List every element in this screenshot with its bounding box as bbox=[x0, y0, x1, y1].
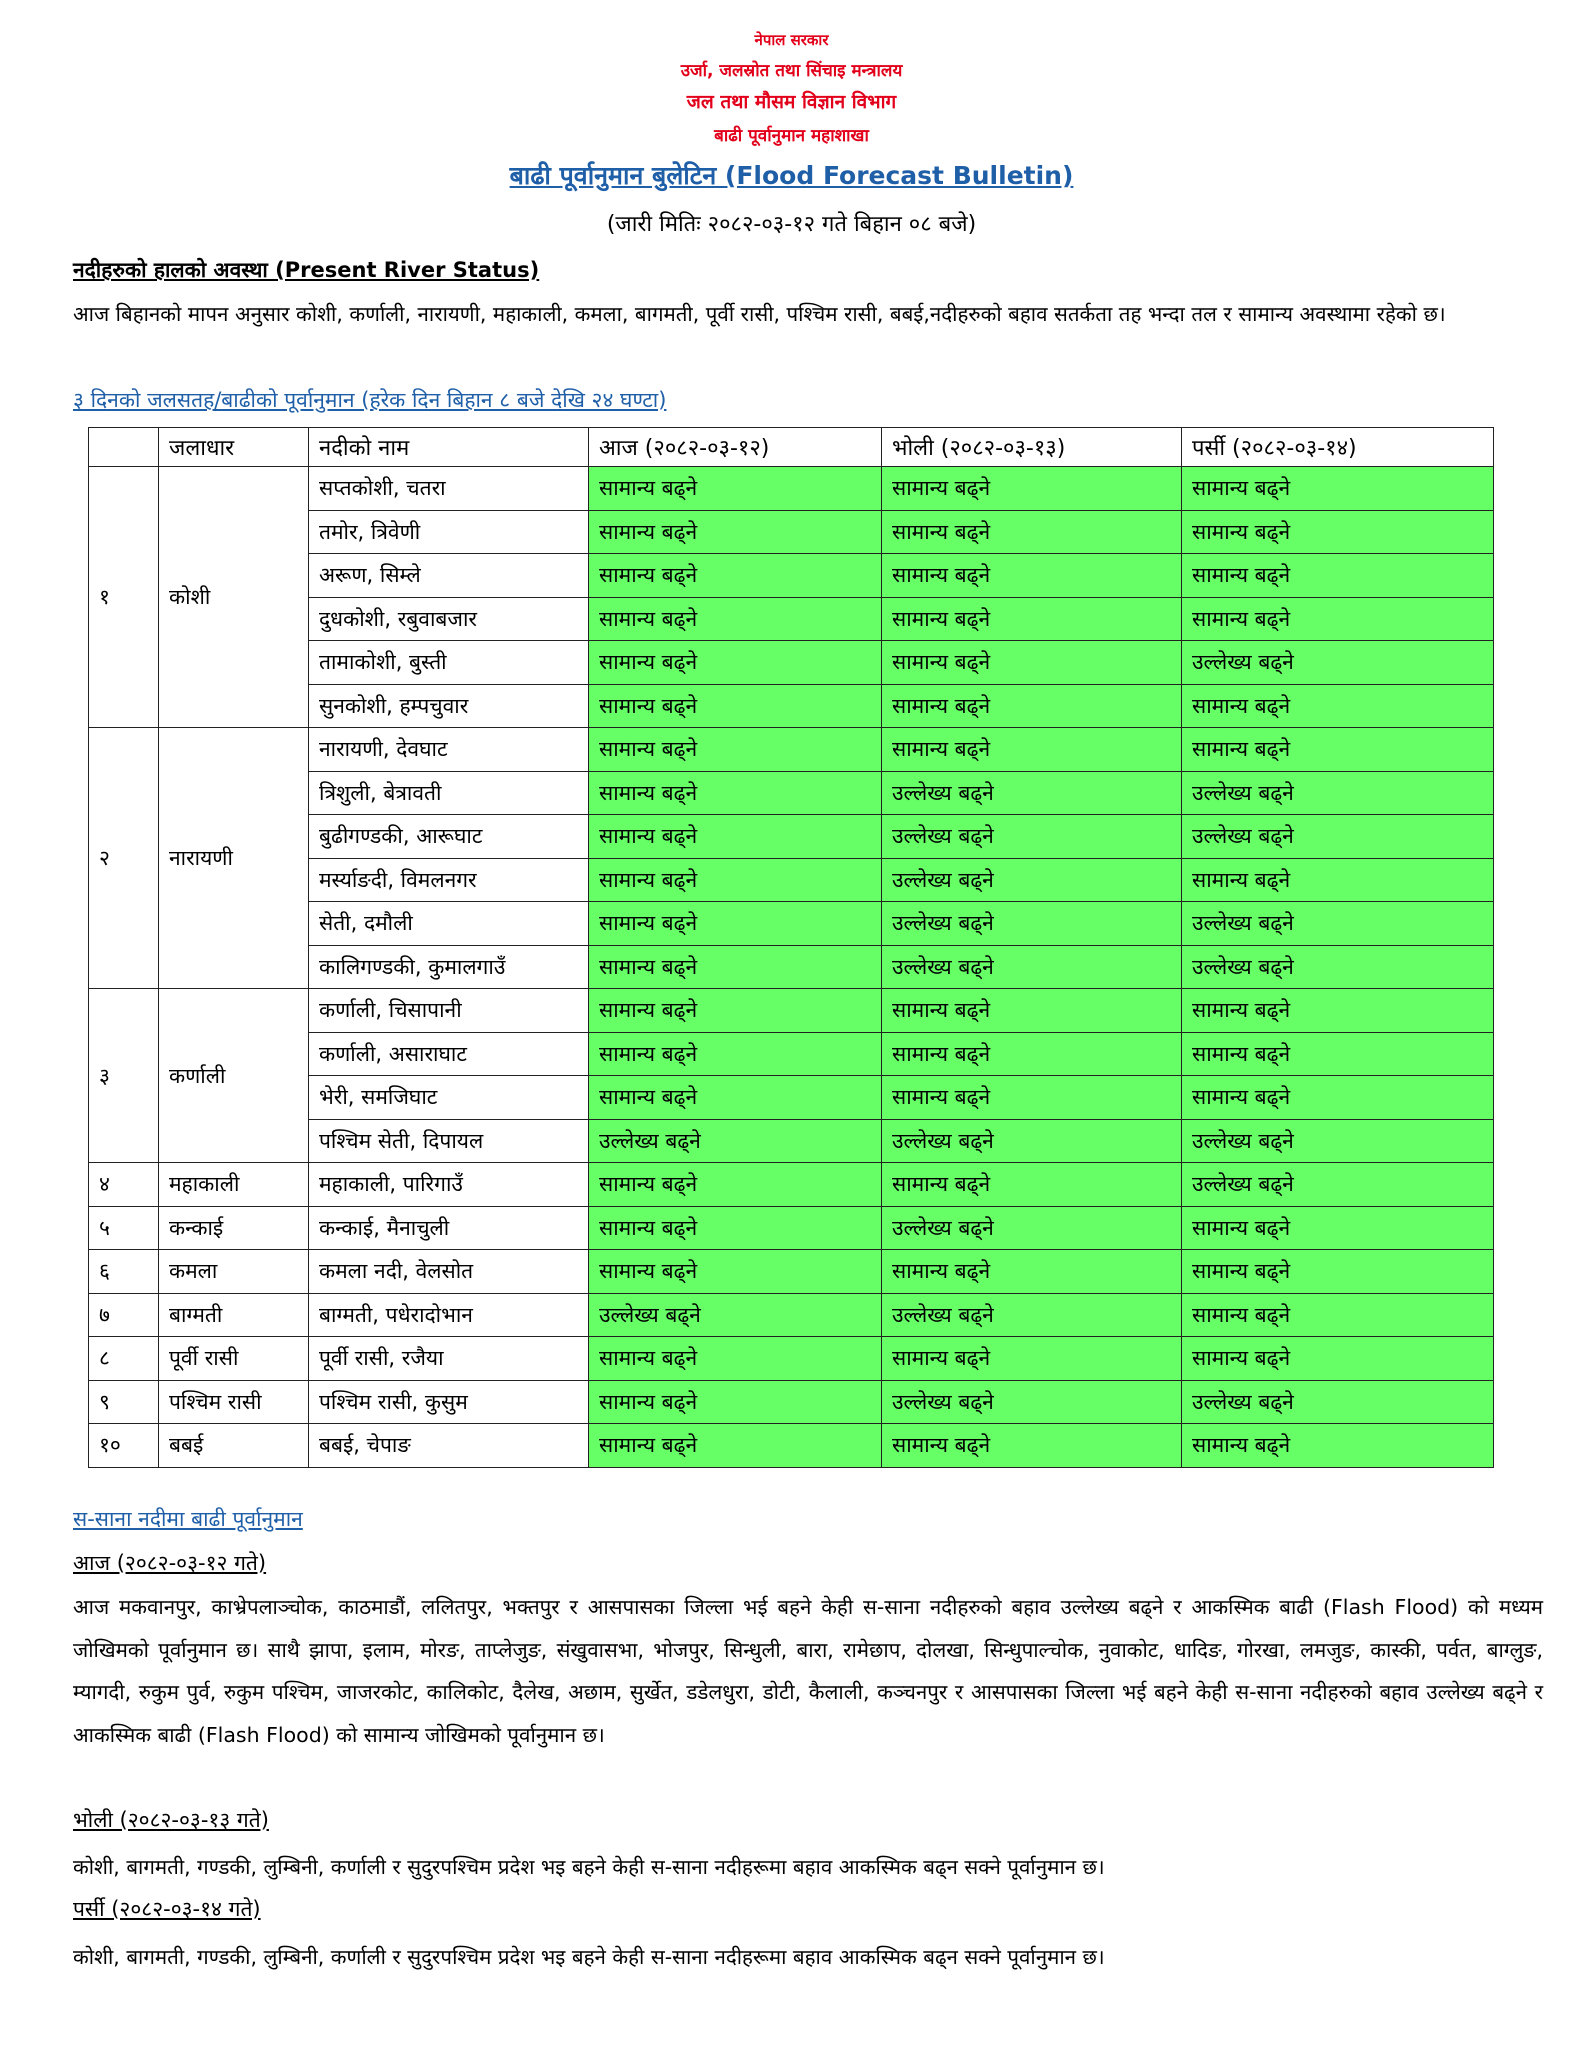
col-header-today: आज (२०८२-०३-१२) bbox=[589, 428, 882, 467]
forecast-today: उल्लेख्य बढ्ने bbox=[589, 1119, 882, 1163]
forecast-dayafter: उल्लेख्य बढ्ने bbox=[1182, 641, 1494, 685]
table-row bbox=[89, 728, 1494, 772]
forecast-tomorrow: सामान्य बढ्ने bbox=[882, 989, 1182, 1033]
river-name: कन्काई, मैनाचुली bbox=[309, 1206, 589, 1250]
forecast-dayafter: सामान्य बढ्ने bbox=[1182, 1250, 1494, 1294]
forecast-table bbox=[88, 427, 1494, 1468]
basin-number: ५ bbox=[89, 1206, 159, 1250]
forecast-today: सामान्य बढ्ने bbox=[589, 815, 882, 859]
river-name: बबई, चेपाङ bbox=[309, 1424, 589, 1468]
table-row bbox=[89, 1293, 1494, 1337]
forecast-tomorrow: उल्लेख्य बढ्ने bbox=[882, 1293, 1182, 1337]
forecast-dayafter: उल्लेख्य बढ्ने bbox=[1182, 1119, 1494, 1163]
forecast-today: सामान्य बढ्ने bbox=[589, 945, 882, 989]
river-name: सप्तकोशी, चतरा bbox=[309, 467, 589, 511]
forecast-tomorrow: सामान्य बढ्ने bbox=[882, 1163, 1182, 1207]
forecast-tomorrow: सामान्य बढ्ने bbox=[882, 641, 1182, 685]
river-name: कर्णाली, चिसापानी bbox=[309, 989, 589, 1033]
forecast-dayafter: सामान्य बढ्ने bbox=[1182, 554, 1494, 598]
forecast-today: सामान्य बढ्ने bbox=[589, 1380, 882, 1424]
river-name: बाग्मती, पधेरादोभान bbox=[309, 1293, 589, 1337]
forecast-today: सामान्य बढ्ने bbox=[589, 510, 882, 554]
forecast-today: सामान्य बढ्ने bbox=[589, 1076, 882, 1120]
dayafter-text: कोशी, बागमती, गण्डकी, लुम्बिनी, कर्णाली र सुदुरपश्चिम प्रदेश भइ बहने केही स-साना नदीहरूमा बहाव आकस्मिक बढ्न सक्ने पूर्वानुमान छ। bbox=[73, 1945, 1105, 1969]
forecast-tomorrow: सामान्य बढ्ने bbox=[882, 510, 1182, 554]
forecast-today: सामान्य बढ्ने bbox=[589, 989, 882, 1033]
forecast-heading: ३ दिनको जलसतह/बाढीको पूर्वानुमान (हरेक दिन बिहान ८ बजे देखि २४ घण्टा) bbox=[73, 388, 667, 412]
forecast-tomorrow: उल्लेख्य बढ्ने bbox=[882, 902, 1182, 946]
basin-name: पश्चिम रासी bbox=[159, 1380, 309, 1424]
forecast-tomorrow: सामान्य बढ्ने bbox=[882, 728, 1182, 772]
river-name: बुढीगण्डकी, आरूघाट bbox=[309, 815, 589, 859]
river-name: कर्णाली, असाराघाट bbox=[309, 1032, 589, 1076]
forecast-tomorrow: सामान्य बढ्ने bbox=[882, 1250, 1182, 1294]
basin-name: पूर्वी रासी bbox=[159, 1337, 309, 1381]
forecast-tomorrow: सामान्य बढ्ने bbox=[882, 1424, 1182, 1468]
river-name: सेती, दमौली bbox=[309, 902, 589, 946]
basin-name: बबई bbox=[159, 1424, 309, 1468]
bulletin-title: बाढी पूर्वानुमान बुलेटिन (Flood Forecast Bulletin) bbox=[509, 161, 1074, 190]
river-name: महाकाली, पारिगाउँ bbox=[309, 1163, 589, 1207]
table-row bbox=[89, 1424, 1494, 1468]
forecast-today: सामान्य बढ्ने bbox=[589, 858, 882, 902]
forecast-tomorrow: सामान्य बढ्ने bbox=[882, 597, 1182, 641]
basin-name: कमला bbox=[159, 1250, 309, 1294]
forecast-tomorrow: उल्लेख्य बढ्ने bbox=[882, 945, 1182, 989]
basin-name: बाग्मती bbox=[159, 1293, 309, 1337]
table-row bbox=[89, 1163, 1494, 1207]
basin-number: ७ bbox=[89, 1293, 159, 1337]
table-header-row bbox=[89, 428, 1494, 467]
forecast-today: सामान्य बढ्ने bbox=[589, 684, 882, 728]
dayafter-heading: पर्सी (२०८२-०३-१४ गते) bbox=[73, 1897, 261, 1921]
river-name: त्रिशुली, बेत्रावती bbox=[309, 771, 589, 815]
river-name: दुधकोशी, रबुवाबजार bbox=[309, 597, 589, 641]
river-name: कमला नदी, वेलसोत bbox=[309, 1250, 589, 1294]
forecast-dayafter: सामान्य बढ्ने bbox=[1182, 1206, 1494, 1250]
basin-name: महाकाली bbox=[159, 1163, 309, 1207]
forecast-tomorrow: सामान्य बढ्ने bbox=[882, 467, 1182, 511]
forecast-dayafter: सामान्य बढ्ने bbox=[1182, 1424, 1494, 1468]
col-header-dayafter: पर्सी (२०८२-०३-१४) bbox=[1182, 428, 1494, 467]
forecast-today: सामान्य बढ्ने bbox=[589, 597, 882, 641]
forecast-dayafter: सामान्य बढ्ने bbox=[1182, 1076, 1494, 1120]
forecast-dayafter: उल्लेख्य बढ्ने bbox=[1182, 771, 1494, 815]
forecast-tomorrow: सामान्य बढ्ने bbox=[882, 1032, 1182, 1076]
tomorrow-text: कोशी, बागमती, गण्डकी, लुम्बिनी, कर्णाली र सुदुरपश्चिम प्रदेश भइ बहने केही स-साना नदीहरूमा बहाव आकस्मिक बढ्न सक्ने पूर्वानुमान छ। bbox=[73, 1855, 1105, 1879]
forecast-tomorrow: उल्लेख्य बढ्ने bbox=[882, 1380, 1182, 1424]
issue-date: (जारी मितिः २०८२-०३-१२ गते बिहान ०८ बजे) bbox=[606, 212, 977, 237]
forecast-dayafter: सामान्य बढ्ने bbox=[1182, 989, 1494, 1033]
tomorrow-heading: भोली (२०८२-०३-१३ गते) bbox=[73, 1808, 269, 1832]
col-header-basin: जलाधार bbox=[159, 428, 309, 467]
basin-number: ९ bbox=[89, 1380, 159, 1424]
forecast-today: सामान्य बढ्ने bbox=[589, 1424, 882, 1468]
basin-name: कोशी bbox=[159, 467, 309, 728]
basin-number: ३ bbox=[89, 989, 159, 1163]
table-row bbox=[89, 989, 1494, 1033]
forecast-tomorrow: उल्लेख्य बढ्ने bbox=[882, 815, 1182, 859]
forecast-today: उल्लेख्य बढ्ने bbox=[589, 1293, 882, 1337]
forecast-dayafter: सामान्य बढ्ने bbox=[1182, 467, 1494, 511]
forecast-today: सामान्य बढ्ने bbox=[589, 771, 882, 815]
forecast-tomorrow: उल्लेख्य बढ्ने bbox=[882, 1119, 1182, 1163]
col-header-river: नदीको नाम bbox=[309, 428, 589, 467]
col-header-tomorrow: भोली (२०८२-०३-१३) bbox=[882, 428, 1182, 467]
forecast-tomorrow: सामान्य बढ्ने bbox=[882, 1076, 1182, 1120]
forecast-dayafter: सामान्य बढ्ने bbox=[1182, 1293, 1494, 1337]
forecast-dayafter: उल्लेख्य बढ्ने bbox=[1182, 902, 1494, 946]
forecast-dayafter: उल्लेख्य बढ्ने bbox=[1182, 1380, 1494, 1424]
forecast-dayafter: सामान्य बढ्ने bbox=[1182, 1337, 1494, 1381]
forecast-today: सामान्य बढ्ने bbox=[589, 1250, 882, 1294]
river-name: कालिगण्डकी, कुमालगाउँ bbox=[309, 945, 589, 989]
forecast-dayafter: सामान्य बढ्ने bbox=[1182, 597, 1494, 641]
present-status-text: आज बिहानको मापन अनुसार कोशी, कर्णाली, नारायणी, महाकाली, कमला, बागमती, पूर्वी रासी, पश्चिम रासी, बबई,नदीहरुको बहाव सतर्कता तह भन्दा तल र सामान्य अवस्थामा रहेको छ। bbox=[73, 302, 1446, 326]
today-heading: आज (२०८२-०३-१२ गते) bbox=[73, 1551, 267, 1575]
basin-number: ८ bbox=[89, 1337, 159, 1381]
basin-name: कन्काई bbox=[159, 1206, 309, 1250]
forecast-tomorrow: सामान्य बढ्ने bbox=[882, 1337, 1182, 1381]
govt-name: नेपाल सरकार bbox=[754, 31, 829, 49]
forecast-today: सामान्य बढ्ने bbox=[589, 1032, 882, 1076]
river-name: पश्चिम रासी, कुसुम bbox=[309, 1380, 589, 1424]
table-row bbox=[89, 1337, 1494, 1381]
forecast-tomorrow: उल्लेख्य बढ्ने bbox=[882, 1206, 1182, 1250]
river-name: अरूण, सिम्ले bbox=[309, 554, 589, 598]
forecast-tomorrow: सामान्य बढ्ने bbox=[882, 684, 1182, 728]
river-name: तमोर, त्रिवेणी bbox=[309, 510, 589, 554]
basin-number: १० bbox=[89, 1424, 159, 1468]
forecast-dayafter: सामान्य बढ्ने bbox=[1182, 858, 1494, 902]
present-status-heading: नदीहरुको हालको अवस्था (Present River Status) bbox=[73, 258, 540, 282]
table-row bbox=[89, 1206, 1494, 1250]
forecast-today: सामान्य बढ्ने bbox=[589, 554, 882, 598]
basin-number: ६ bbox=[89, 1250, 159, 1294]
division-name: बाढी पूर्वानुमान महाशाखा bbox=[714, 126, 869, 146]
river-name: मर्स्याङदी, विमलनगर bbox=[309, 858, 589, 902]
forecast-today: सामान्य बढ्ने bbox=[589, 1337, 882, 1381]
forecast-dayafter: सामान्य बढ्ने bbox=[1182, 728, 1494, 772]
forecast-tomorrow: उल्लेख्य बढ्ने bbox=[882, 771, 1182, 815]
forecast-dayafter: सामान्य बढ्ने bbox=[1182, 1032, 1494, 1076]
forecast-today: सामान्य बढ्ने bbox=[589, 728, 882, 772]
table-row bbox=[89, 467, 1494, 511]
basin-name: कर्णाली bbox=[159, 989, 309, 1163]
forecast-dayafter: उल्लेख्य बढ्ने bbox=[1182, 945, 1494, 989]
river-name: नारायणी, देवघाट bbox=[309, 728, 589, 772]
forecast-today: सामान्य बढ्ने bbox=[589, 1206, 882, 1250]
forecast-tomorrow: उल्लेख्य बढ्ने bbox=[882, 858, 1182, 902]
forecast-dayafter: सामान्य बढ्ने bbox=[1182, 510, 1494, 554]
forecast-today: सामान्य बढ्ने bbox=[589, 467, 882, 511]
river-name: पूर्वी रासी, रजैया bbox=[309, 1337, 589, 1381]
forecast-dayafter: सामान्य बढ्ने bbox=[1182, 684, 1494, 728]
department-name: जल तथा मौसम विज्ञान विभाग bbox=[686, 91, 897, 113]
col-header-num bbox=[89, 428, 159, 467]
river-name: भेरी, समजिघाट bbox=[309, 1076, 589, 1120]
basin-number: ४ bbox=[89, 1163, 159, 1207]
river-name: पश्चिम सेती, दिपायल bbox=[309, 1119, 589, 1163]
forecast-today: सामान्य बढ्ने bbox=[589, 1163, 882, 1207]
basin-name: नारायणी bbox=[159, 728, 309, 989]
today-text: आज मकवानपुर, काभ्रेपलाञ्चोक, काठमाडौं, ललितपुर, भक्तपुर र आसपासका जिल्ला भई बहने केही स-साना नदीहरुको बहाव उल्लेख्य बढ्ने र आकस्मिक बाढी (Flash Flood) को मध्यम जोखिमको पूर्वानुमान छ। साथै झापा, इलाम, मोरङ, ताप्लेजुङ, संखुवासभा, भोजपुर, सिन्धुली, बारा, रामेछाप, दोलखा, सिन्धुपाल्चोक, नुवाकोट, धादिङ, गोरखा, लमजुङ, कास्की, पर्वत, बाग्लुङ, म्यागदी, रुकुम पुर्व, रुकुम पश्चिम, जाजरकोट, कालिकोट, दैलेख, अछाम, सुर्खेत, डडेलधुरा, डोटी, कैलाली, कञ्चनपुर र आसपासका जिल्ला भई बहने केही स-साना नदीहरुको बहाव उल्लेख्य बढ्ने र आकस्मिक बाढी (Flash Flood) को सामान्य जोखिमको पूर्वानुमान छ। bbox=[73, 1595, 1543, 1747]
basin-number: १ bbox=[89, 467, 159, 728]
table-row bbox=[89, 1380, 1494, 1424]
small-rivers-heading: स-साना नदीमा बाढी पूर्वानुमान bbox=[73, 1507, 303, 1531]
river-name: सुनकोशी, हम्पचुवार bbox=[309, 684, 589, 728]
forecast-tomorrow: सामान्य बढ्ने bbox=[882, 554, 1182, 598]
forecast-today: सामान्य बढ्ने bbox=[589, 902, 882, 946]
forecast-dayafter: उल्लेख्य बढ्ने bbox=[1182, 1163, 1494, 1207]
forecast-today: सामान्य बढ्ने bbox=[589, 641, 882, 685]
table-row bbox=[89, 1250, 1494, 1294]
ministry-name: उर्जा, जलस्रोत तथा सिंचाइ मन्त्रालय bbox=[680, 61, 903, 81]
basin-number: २ bbox=[89, 728, 159, 989]
forecast-dayafter: उल्लेख्य बढ्ने bbox=[1182, 815, 1494, 859]
river-name: तामाकोशी, बुस्ती bbox=[309, 641, 589, 685]
